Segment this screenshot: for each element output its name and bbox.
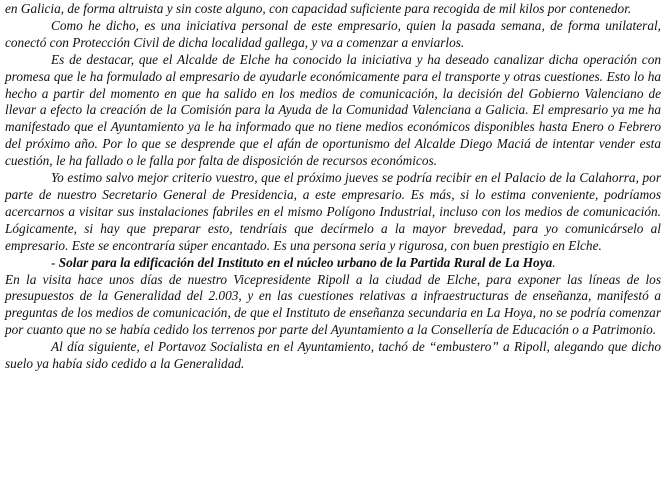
paragraph-mayor-elche: Es de destacar, que el Alcalde de Elche ha conocido la iniciativa y ha deseado canalizar dicha operación con promesa que le ha formulado al empresario de ayudarle económicamente para el transporte y otras cuestiones. Esto lo ha hecho a partir del momento en que ha salido en los medios de comunicación, la decisión del Gobierno Valenciano de llevar a efecto la creación de la Comisión para la Ayuda de la Comunidad Valenciana a Galicia. El empresario ya me ha manifestado que el Ayuntamiento ya le ha informado que no tiene medios económicos disponibles hasta Enero o Febrero del próximo año. Por lo que se desprende que el afán de oportunismo del Alcalde Diego Maciá de intentar vender esta cuestión, le ha fallado o le falla por falta de disposición de recursos económicos. bbox=[5, 51, 661, 169]
paragraph-initiative: Como he dicho, es una iniciativa personal de este empresario, quien la pasada semana, de forma unilateral, conectó con Protección Civil de dicha localidad gallega, y va a comenzar a enviarlos. bbox=[5, 17, 661, 50]
paragraph-ripoll-visit: En la visita hace unos días de nuestro Vicepresidente Ripoll a la ciudad de Elche, para exponer las líneas de los presupuestos de la Generalidad del 2.003, y en las cuestiones relativas a infraestructuras de enseñanza, manifestó a preguntas de los medios de comunicación, de que el Instituto de enseñanza secundaria en La Hoya, no se podría comenzar por cuanto que no se había cedido los terrenos por parte del Ayuntamiento a la Consellería de Educación o a Patrimonio. bbox=[5, 271, 661, 338]
section-heading-title: Solar para la edificación del Instituto en el núcleo urbano de la Partida Rural de La Hoya bbox=[58, 254, 553, 270]
section-heading-suffix: . bbox=[552, 254, 556, 270]
paragraph-intro-continuation: en Galicia, de forma altruista y sin coste alguno, con capacidad suficiente para recogida de mil kilos por contenedor. bbox=[5, 1, 632, 16]
paragraph-proposal-visit: Yo estimo salvo mejor criterio vuestro, que el próximo jueves se podría recibir en el Palacio de la Calahorra, por parte de nuestro Secretario General de Presidencia, a este empresario. Es más, si lo estima conveniente, podríamos acercarnos a visitar sus instalaciones fabriles en el mismo Polígono Industrial, incluso con los medios de comunicación. Lógicamente, si hay que preparar esto, tendríais que decírmelo a la mayor brevedad, para yo comunicárselo al empresario. Este se encontraría súper encantado. Es una persona seria y rigurosa, con buen prestigio en Elche. bbox=[5, 170, 661, 253]
section-heading-prefix: - bbox=[51, 254, 59, 270]
paragraph-socialist-spokesman: Al día siguiente, el Portavoz Socialista en el Ayuntamiento, tachó de “embustero” a Ripoll, alegando que dicho suelo ya había sido cedido a la Generalidad. bbox=[5, 339, 661, 372]
section-heading bbox=[5, 255, 661, 272]
